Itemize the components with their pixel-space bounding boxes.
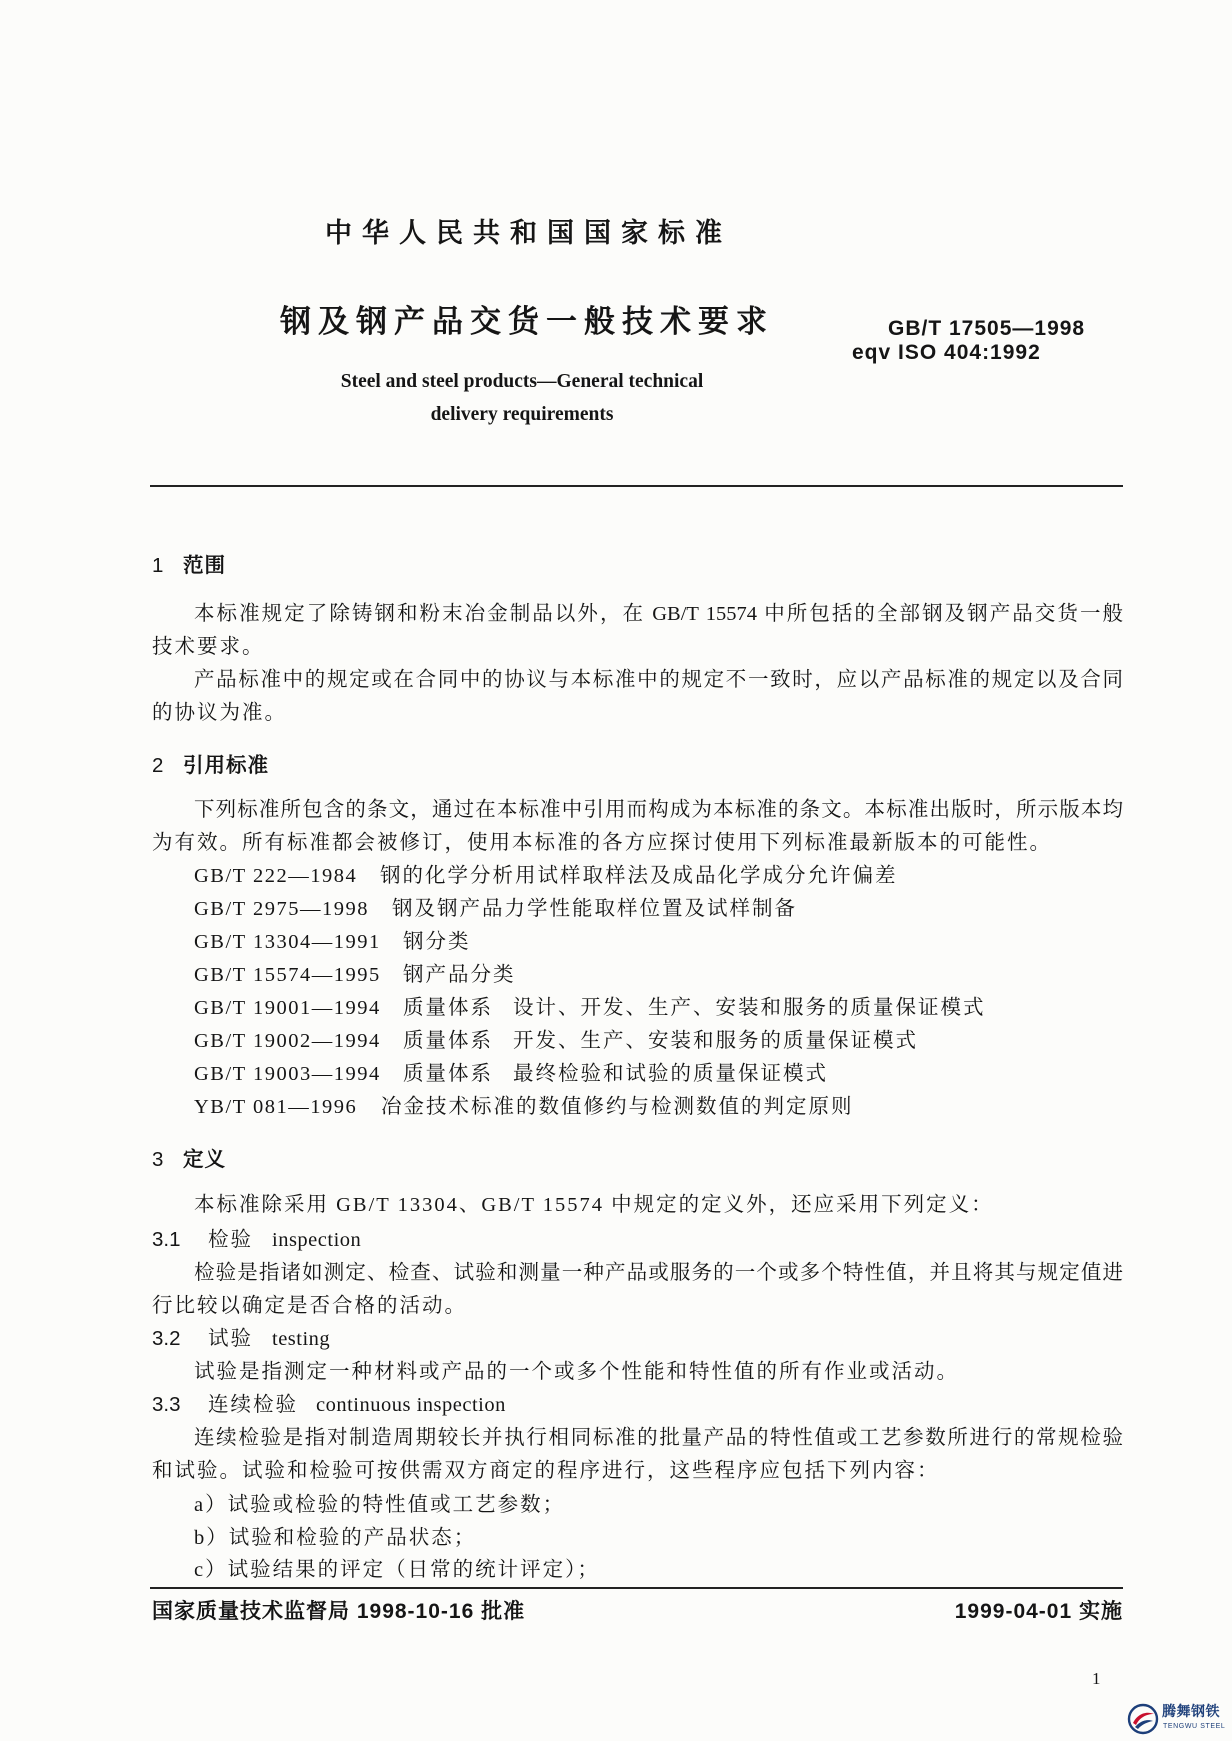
list-item: a）试验或检验的特性值或工艺参数； [194,1494,566,1516]
reference-title: 冶金技术标准的数值修约与检测数值的判定原则 [381,1096,854,1118]
reference-code: GB/T 13304—1991 [194,931,381,953]
standard-code: GB/T 17505—1998 [888,317,1086,340]
reference-category: 质量体系 [403,997,493,1019]
page-number: 1 [1092,1669,1101,1688]
definition-number: 3.3 [152,1393,181,1416]
list-item: c）试验结果的评定（日常的统计评定）； [194,1559,600,1581]
section-number: 1 [152,554,164,577]
reference-code: GB/T 2975—1998 [194,898,369,920]
reference-title: 开发、生产、安装和服务的质量保证模式 [513,1030,918,1052]
section-number: 2 [152,754,164,777]
definition-term-cn: 试验 [208,1327,253,1350]
reference-title: 钢的化学分析用试样取样法及成品化学成分允许偏差 [380,865,898,887]
logo-icon [1127,1703,1159,1735]
section-title: 定义 [183,1148,226,1171]
reference-code: GB/T 19002—1994 [194,1030,381,1052]
footer-divider [150,1587,1123,1589]
definition-term-cn: 检验 [208,1228,253,1251]
reference-category: 质量体系 [403,1063,493,1085]
definition-number: 3.2 [152,1327,181,1350]
section-title: 范围 [183,554,226,577]
paragraph-line: 的协议为准。 [152,702,287,724]
logo-name-en: TENGWU STEEL [1163,1723,1226,1730]
reference-code: GB/T 19003—1994 [194,1063,381,1085]
paragraph-line: 本标准除采用 GB/T 13304、GB/T 15574 中规定的定义外，还应采用下列定义： [194,1194,994,1216]
company-logo [1127,1700,1227,1738]
paragraph-line: 为有效。所有标准都会被修订，使用本标准的各方应探讨使用下列标准最新版本的可能性。 [152,832,1052,854]
document-title-cn: 钢及钢产品交货一般技术要求 [280,304,774,339]
section-title: 引用标准 [183,754,269,777]
definition-text-line: 行比较以确定是否合格的活动。 [152,1295,467,1317]
definition-term-en: inspection [272,1229,362,1251]
definition-text-line: 试验是指测定一种材料或产品的一个或多个性能和特性值的所有作业或活动。 [194,1361,959,1383]
reference-title: 钢产品分类 [403,964,516,986]
paragraph-line: 技术要求。 [152,636,265,658]
list-item: b）试验和检验的产品状态； [194,1527,477,1549]
paragraph-line: 产品标准中的规定或在合同中的协议与本标准中的规定不一致时，应以产品标准的规定以及合同 [194,669,1123,691]
reference-title: 最终检验和试验的质量保证模式 [513,1063,828,1085]
approval-line: 国家质量技术监督局 1998-10-16 批准 [152,1600,526,1623]
reference-code: GB/T 15574—1995 [194,964,381,986]
paragraph-line: 下列标准所包含的条文，通过在本标准中引用而构成为本标准的条文。本标准出版时，所示版本均 [194,799,1123,821]
definition-term-cn: 连续检验 [208,1393,298,1416]
document-title-en-line: delivery requirements [430,404,614,425]
definition-number: 3.1 [152,1228,181,1251]
definition-term-en: continuous inspection [316,1394,506,1416]
equivalent-standard: eqv ISO 404:1992 [852,341,1041,364]
reference-code: GB/T 222—1984 [194,865,358,887]
logo-name-cn: 腾舞钢铁 [1162,1703,1220,1719]
reference-category: 质量体系 [403,1030,493,1052]
document-title-en-line: Steel and steel products—General technical [340,371,704,392]
reference-code: GB/T 19001—1994 [194,997,381,1019]
header-divider [150,485,1123,487]
effective-date: 1999-04-01 实施 [954,1600,1123,1623]
definition-text-line: 检验是指诸如测定、检查、试验和测量一种产品或服务的一个或多个特性值，并且将其与规定值进 [194,1262,1123,1284]
paragraph-line: 本标准规定了除铸钢和粉末冶金制品以外，在 GB/T 15574 中所包括的全部钢及钢产品交货一般 [194,603,1123,625]
reference-title: 设计、开发、生产、安装和服务的质量保证模式 [513,997,986,1019]
section-number: 3 [152,1148,164,1171]
reference-code: YB/T 081—1996 [194,1096,358,1118]
national-standard-heading: 中华人民共和国国家标准 [325,218,732,248]
definition-text-line: 连续检验是指对制造周期较长并执行相同标准的批量产品的特性值或工艺参数所进行的常规检验 [194,1427,1123,1449]
definition-term-en: testing [272,1328,331,1350]
reference-title: 钢分类 [403,931,471,953]
reference-title: 钢及钢产品力学性能取样位置及试样制备 [392,898,797,920]
definition-text-line: 和试验。试验和检验可按供需双方商定的程序进行，这些程序应包括下列内容： [152,1460,940,1482]
